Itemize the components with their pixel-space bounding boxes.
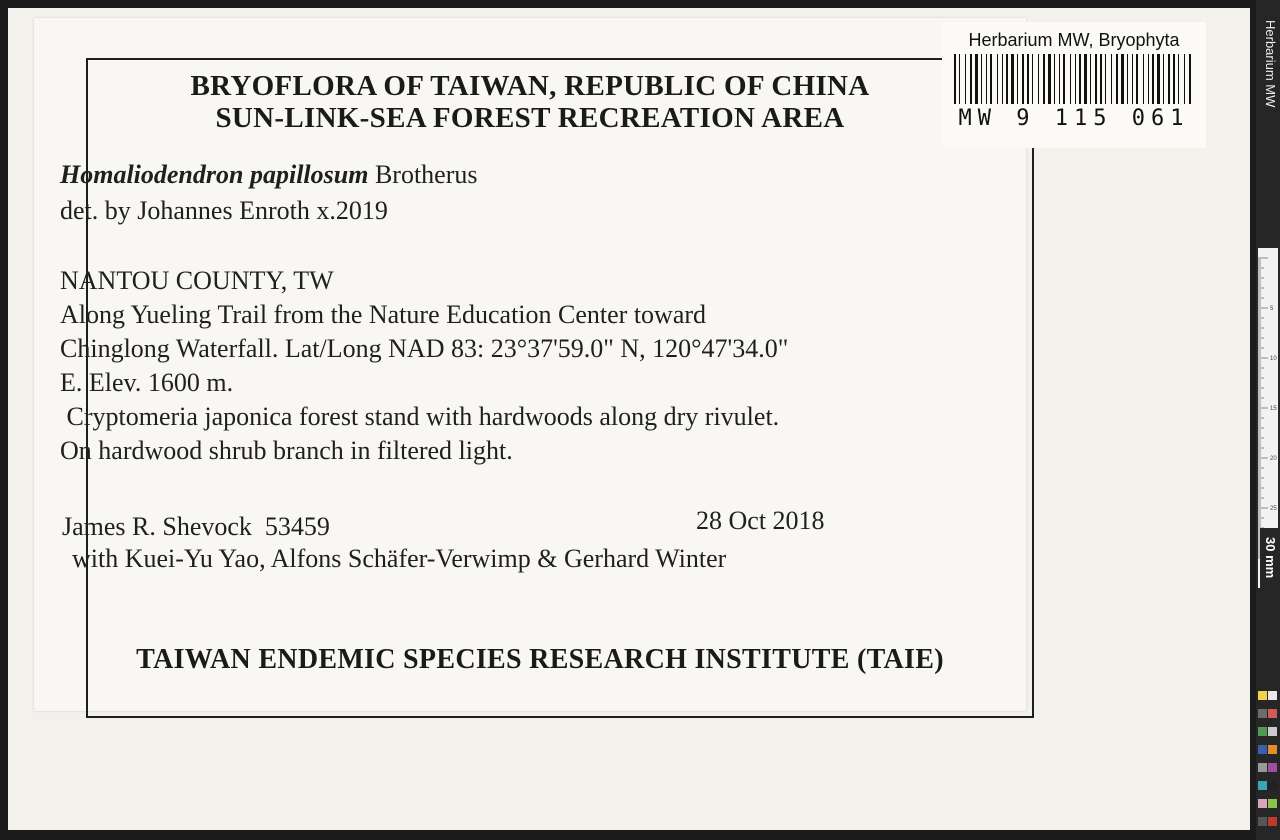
- barcode-bar: [1157, 54, 1160, 104]
- barcode-number: MW 9 115 061: [958, 106, 1190, 131]
- barcode-bar: [1070, 54, 1071, 104]
- color-swatch: [1268, 727, 1277, 736]
- color-swatch: [1258, 745, 1267, 754]
- barcode-bar: [1079, 54, 1081, 104]
- barcode-bar: [954, 54, 956, 104]
- barcode-bar: [1090, 54, 1091, 104]
- taxon-name: Homaliodendron papillosum: [60, 160, 369, 189]
- label-header-line1: BRYOFLORA OF TAIWAN, REPUBLIC OF CHINA: [190, 70, 870, 102]
- barcode-bar: [1043, 54, 1045, 104]
- barcode-bar: [986, 54, 987, 104]
- color-swatch: [1258, 691, 1267, 700]
- barcode-bar: [1116, 54, 1118, 104]
- color-swatch: [1258, 817, 1267, 826]
- barcode-bar: [1148, 54, 1149, 104]
- specimen-label: [34, 18, 1026, 711]
- barcode-bar: [1027, 54, 1029, 104]
- determination-line: det. by Johannes Enroth x.2019: [60, 196, 388, 225]
- color-swatch: [1268, 763, 1277, 772]
- collector-line: James R. Shevock 53459: [62, 512, 330, 541]
- ruler-tick-label: 5: [1270, 306, 1274, 312]
- barcode-bar: [959, 54, 960, 104]
- barcode-bar: [1163, 54, 1164, 104]
- barcode-bar: [1136, 54, 1138, 104]
- barcode-bar: [1095, 54, 1097, 104]
- barcode-bar: [1111, 54, 1112, 104]
- ruler-scale-label: 30 mm: [1260, 528, 1278, 588]
- barcode-bar: [975, 54, 978, 104]
- barcode-bar: [1132, 54, 1133, 104]
- color-swatch: [1258, 781, 1267, 790]
- ruler-tick-label: 10: [1270, 356, 1277, 362]
- ruler-title: Herbarium MW: [1263, 20, 1278, 108]
- barcode-bar: [965, 54, 966, 104]
- color-swatch: [1258, 763, 1267, 772]
- color-swatch: [1268, 691, 1277, 700]
- co-collectors-line: with Kuei-Yu Yao, Alfons Schäfer-Verwimp & Gerhard Winter: [72, 544, 727, 573]
- habitat-line1: Cryptomeria japonica forest stand with hardwoods along dry rivulet.: [60, 402, 780, 431]
- barcode-bar: [1075, 54, 1076, 104]
- barcode-label: [942, 22, 1206, 148]
- barcode-image: [954, 54, 1194, 104]
- barcode-bar: [1022, 54, 1024, 104]
- barcode-bar: [1002, 54, 1003, 104]
- barcode-bar: [1184, 54, 1185, 104]
- color-swatch: [1258, 709, 1267, 718]
- barcode-bar: [1152, 54, 1154, 104]
- institute-footer: TAIWAN ENDEMIC SPECIES RESEARCH INSTITUTE (TAIE): [136, 644, 944, 675]
- color-swatch: [1268, 781, 1277, 790]
- barcode-bar: [1017, 54, 1018, 104]
- barcode-bar: [1054, 54, 1055, 104]
- barcode-bar: [970, 54, 972, 104]
- locality-line3: E. Elev. 1600 m.: [60, 368, 234, 397]
- color-swatch: [1268, 745, 1277, 754]
- barcode-bar: [1178, 54, 1179, 104]
- barcode-bar: [1006, 54, 1008, 104]
- barcode-bar: [1063, 54, 1065, 104]
- barcode-bar: [1100, 54, 1102, 104]
- barcode-bar: [1084, 54, 1087, 104]
- barcode-title: Herbarium MW, Bryophyta: [968, 30, 1180, 50]
- barcode-bar: [997, 54, 998, 104]
- ruler-tick-label: 25: [1270, 506, 1277, 512]
- taxon-line: [60, 160, 478, 190]
- barcode-bar: [1059, 54, 1060, 104]
- collection-date: 28 Oct 2018: [696, 506, 825, 535]
- locality-line2: Chinglong Waterfall. Lat/Long NAD 83: 23°37'59.0" N, 120°47'34.0": [60, 334, 789, 363]
- barcode-bar: [1173, 54, 1175, 104]
- color-swatch: [1268, 817, 1277, 826]
- barcode-bar: [1127, 54, 1128, 104]
- barcode-bar: [1048, 54, 1051, 104]
- barcode-bar: [1121, 54, 1124, 104]
- color-swatch: [1258, 727, 1267, 736]
- habitat-line2: On hardwood shrub branch in filtered light.: [60, 436, 513, 465]
- color-swatch: [1268, 709, 1277, 718]
- barcode-bar: [1168, 54, 1170, 104]
- barcode-bar: [1105, 54, 1106, 104]
- barcode-bar: [1189, 54, 1191, 104]
- label-header-line2: SUN-LINK-SEA FOREST RECREATION AREA: [215, 102, 845, 134]
- color-swatch: [1258, 799, 1267, 808]
- county-line: NANTOU COUNTY, TW: [60, 266, 334, 295]
- color-checker: [1258, 688, 1278, 832]
- color-swatch: [1268, 799, 1277, 808]
- barcode-bar: [1143, 54, 1144, 104]
- barcode-bar: [1032, 54, 1033, 104]
- barcode-bar: [1038, 54, 1039, 104]
- barcode-bar: [1011, 54, 1014, 104]
- ruler-tick-label: 20: [1270, 456, 1277, 462]
- ruler-tick-label: 15: [1270, 406, 1277, 412]
- barcode-bar: [981, 54, 982, 104]
- barcode-bar: [990, 54, 992, 104]
- taxon-author: Brotherus: [374, 160, 478, 189]
- locality-line1: Along Yueling Trail from the Nature Education Center toward: [60, 300, 707, 329]
